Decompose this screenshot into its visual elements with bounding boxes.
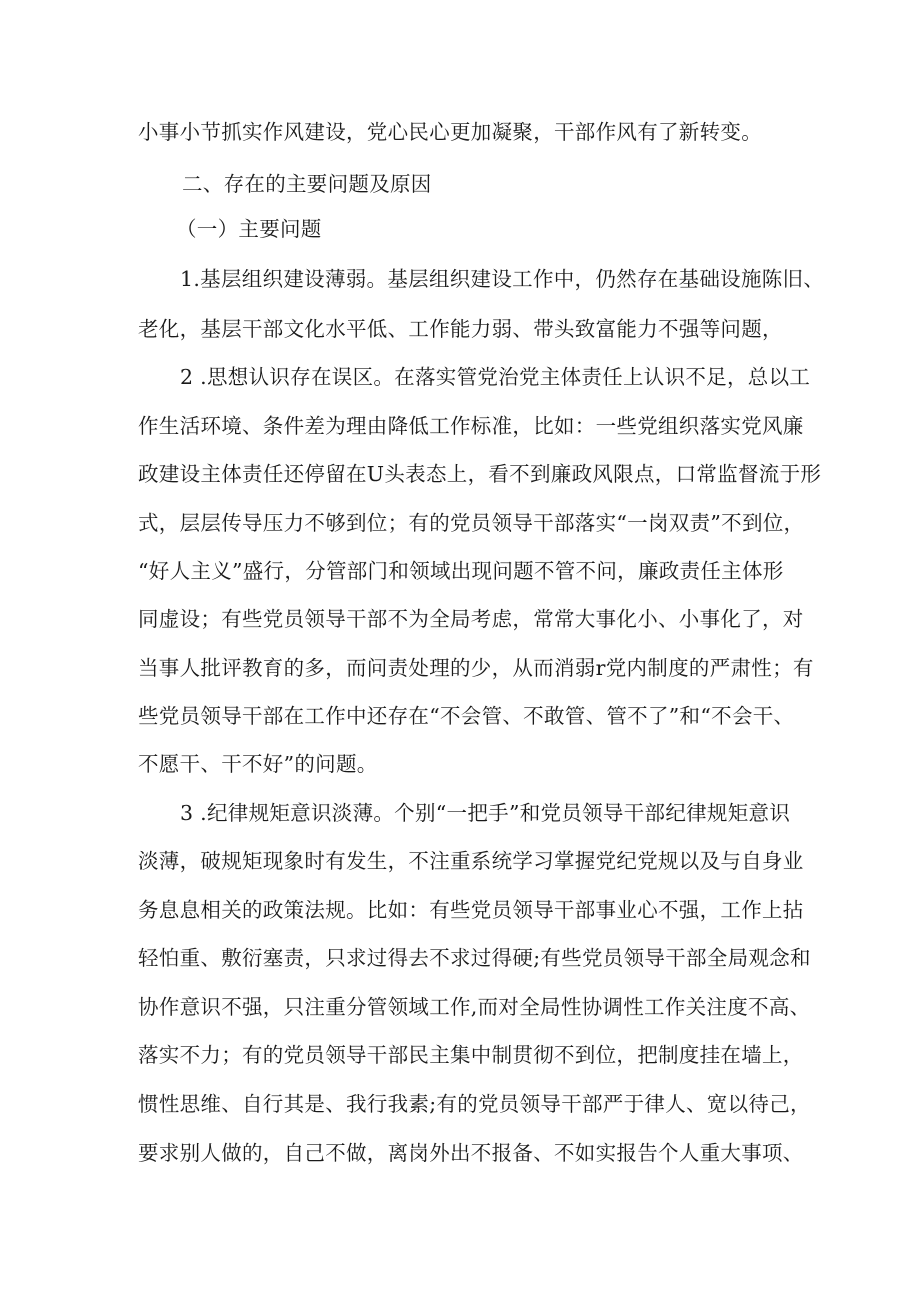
text-line: 轻怕重、敷衍塞责，只求过得去不求过得硬;有些党员领导干部全局观念和: [138, 946, 811, 970]
text-line: 作生活环境、条件差为理由降低工作标准，比如：一些党组织落实党风廉: [138, 414, 804, 438]
text-line: 3 .纪律规矩意识淡薄。个别“一把手”和党员领导干部纪律规矩意识: [180, 801, 791, 825]
text-line: 不愿干、干不好”的问题。: [138, 752, 378, 776]
text-line: 落实不力；有的党员领导干部民主集中制贯彻不到位，把制度挂在墙上，: [138, 1043, 804, 1067]
text-line: 要求别人做的，自己不做，离岗外出不报备、不如实报告个人重大事项、: [138, 1141, 804, 1165]
text-line: 同虚设；有些党员领导干部不为全局考虑，常常大事化小、小事化了，对: [138, 607, 804, 631]
text-line: 2 .思想认识存在误区。在落实管党治党主体责任上认识不足，总以工: [180, 365, 811, 389]
text-line: 惯性思维、自行其是、我行我素;有的党员领导干部严于律人、宽以待己，: [138, 1092, 811, 1116]
text-line: 些党员领导干部在工作中还存在“不会管、不敢管、管不了”和“不会干、: [138, 704, 795, 728]
section-heading: 二、存在的主要问题及原因: [182, 172, 432, 196]
text-line: 小事小节抓实作风建设，党心民心更加凝聚，干部作风有了新转变。: [138, 120, 762, 144]
text-line: 老化，基层干部文化水平低、工作能力弱、带头致富能力不强等问题，: [138, 317, 783, 341]
text-line: 务息息相关的政策法规。比如：有些党员领导干部事业心不强，工作上拈: [138, 898, 804, 922]
text-line: 政建设主体责任还停留在U头表态上，看不到廉政风限点，口常监督流于形: [138, 462, 822, 486]
text-line: 协作意识不强，只注重分管领域工作,而对全局性协调性工作关注度不高、: [138, 995, 811, 1019]
text-line: 淡薄，破规矩现象时有发生，不注重系统学习掌握党纪党规以及与自身业: [138, 849, 804, 873]
text-line: “好人主义”盛行，分管部门和领域出现问题不管不问，廉政责任主体形: [138, 559, 784, 583]
text-line: 当事人批评教育的多，而问责处理的少，从而消弱r党内制度的严肃性；有: [138, 656, 814, 680]
text-line: 式，层层传导压力不够到位；有的党员领导干部落实“一岗双责”不到位，: [138, 511, 805, 535]
subsection-heading: （一）主要问题: [176, 217, 322, 241]
text-line: 1.基层组织建设薄弱。基层组织建设工作中，仍然存在基础设施陈旧、: [180, 267, 825, 291]
